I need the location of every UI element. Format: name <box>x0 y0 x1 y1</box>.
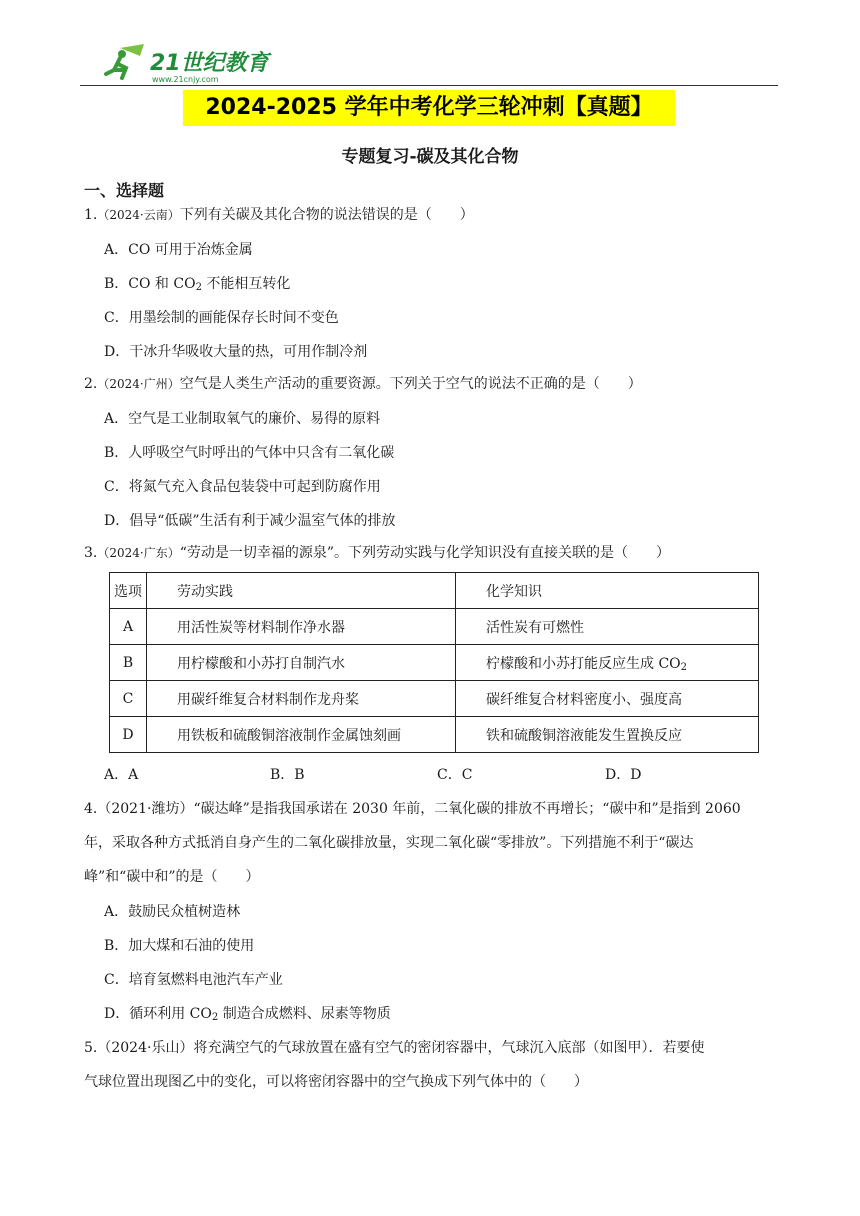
q3-choice-c: C．C <box>437 767 473 783</box>
question-number: 3. <box>84 545 98 561</box>
question-3 <box>84 543 670 563</box>
question-source: （2024·云南） <box>97 208 180 222</box>
question-stem-line: “碳达峰”是指我国承诺在 2030 年前，二氧化碳的排放不再增长；“碳中和”是指到 2060 <box>193 801 741 817</box>
question-stem: 下列有关碳及其化合物的说法错误的是（ ） <box>179 207 474 223</box>
table-header-cell: 选项 <box>110 573 147 609</box>
question-source: （2024·广州） <box>97 377 180 391</box>
section-heading: 一、选择题 <box>84 181 165 200</box>
q1-option-b: B．CO 和 $CO_2$ 不能相互转化 <box>104 276 291 293</box>
question-1 <box>84 205 474 225</box>
q2-option-c: C．将氮气充入食品包装袋中可起到防腐作用 <box>104 479 381 495</box>
table-cell: B <box>110 645 147 681</box>
page-title: 2024-2025 学年中考化学三轮冲刺【真题】 <box>183 90 675 126</box>
q4-option-c: C．培育氢燃料电池汽车产业 <box>104 972 283 988</box>
page-subtitle: 专题复习-碳及其化合物 <box>341 147 519 167</box>
question-stem: “劳动是一切幸福的源泉”。下列劳动实践与化学知识没有直接关联的是（ ） <box>179 545 671 561</box>
table-row <box>110 681 759 717</box>
table-cell: 用活性炭等材料制作净水器 <box>147 609 456 645</box>
q2-option-b: B．人呼吸空气时呼出的气体中只含有二氧化碳 <box>104 445 395 461</box>
question-4-line-3: 峰”和“碳中和”的是（ ） <box>84 869 260 885</box>
q2-option-a: A．空气是工业制取氧气的廉价、易得的原料 <box>104 411 381 427</box>
question-number: 2. <box>84 376 98 392</box>
table-header-cell: 劳动实践 <box>147 573 456 609</box>
table-cell: A <box>110 609 147 645</box>
runner-icon <box>106 44 144 78</box>
question-source: （2021·潍坊） <box>97 801 194 817</box>
table-cell: 碳纤维复合材料密度小、强度高 <box>456 681 759 717</box>
logo-text: 21世纪教育 <box>150 51 269 76</box>
question-5 <box>84 1038 774 1058</box>
question-number: 5. <box>84 1040 98 1056</box>
q1-option-d: D．干冰升华吸收大量的热，可用作制冷剂 <box>104 344 368 360</box>
site-logo <box>100 40 280 86</box>
table-row <box>110 717 759 753</box>
question-4 <box>84 799 774 819</box>
table-row <box>110 645 759 681</box>
table-header-cell: 化学知识 <box>456 573 759 609</box>
table-header-row <box>110 573 759 609</box>
q2-option-d: D．倡导“低碳”生活有利于减少温室气体的排放 <box>104 513 396 529</box>
q4-option-a: A．鼓励民众植树造林 <box>104 904 241 920</box>
table-cell: 用铁板和硫酸铜溶液制作金属蚀刻画 <box>147 717 456 753</box>
table-cell: 活性炭有可燃性 <box>456 609 759 645</box>
question-source: （2024·乐山） <box>97 1040 194 1056</box>
question-number: 4. <box>84 801 98 817</box>
q3-choice-d: D．D <box>605 767 642 783</box>
q4-option-d: D．循环利用 $CO_2$ 制造合成燃料、尿素等物质 <box>104 1006 391 1023</box>
table-cell: 用柠檬酸和小苏打自制汽水 <box>147 645 456 681</box>
q4-option-b: B．加大煤和石油的使用 <box>104 938 255 954</box>
q3-choice-b: B．B <box>270 767 305 783</box>
question-stem: 空气是人类生产活动的重要资源。下列关于空气的说法不正确的是（ ） <box>179 376 642 392</box>
question-source: （2024·广东） <box>97 546 180 560</box>
question-3-table <box>109 572 759 753</box>
q1-option-c: C．用墨绘制的画能保存长时间不变色 <box>104 310 339 326</box>
q3-choice-a: A．A <box>104 767 139 783</box>
question-number: 1. <box>84 207 98 223</box>
table-cell: 用碳纤维复合材料制作龙舟桨 <box>147 681 456 717</box>
question-2 <box>84 374 642 394</box>
table-cell: D <box>110 717 147 753</box>
question-5-line-2: 气球位置出现图乙中的变化，可以将密闭容器中的空气换成下列气体中的（ ） <box>84 1074 588 1090</box>
table-cell: C <box>110 681 147 717</box>
table-cell: 铁和硫酸铜溶液能发生置换反应 <box>456 717 759 753</box>
q1-option-a: A．CO 可用于冶炼金属 <box>104 242 253 258</box>
table-cell: 柠檬酸和小苏打能反应生成 $CO_2$ <box>456 645 759 681</box>
table-row <box>110 609 759 645</box>
question-stem-line: 将充满空气的气球放置在盛有空气的密闭容器中，气球沉入底部（如图甲）．若要使 <box>193 1040 705 1056</box>
header-rule <box>80 85 778 86</box>
logo-url: www.21cnjy.com <box>152 75 219 84</box>
question-4-line-2: 年，采取各种方式抵消自身产生的二氧化碳排放量，实现二氧化碳“零排放”。下列措施不利于“碳达 <box>84 835 694 851</box>
